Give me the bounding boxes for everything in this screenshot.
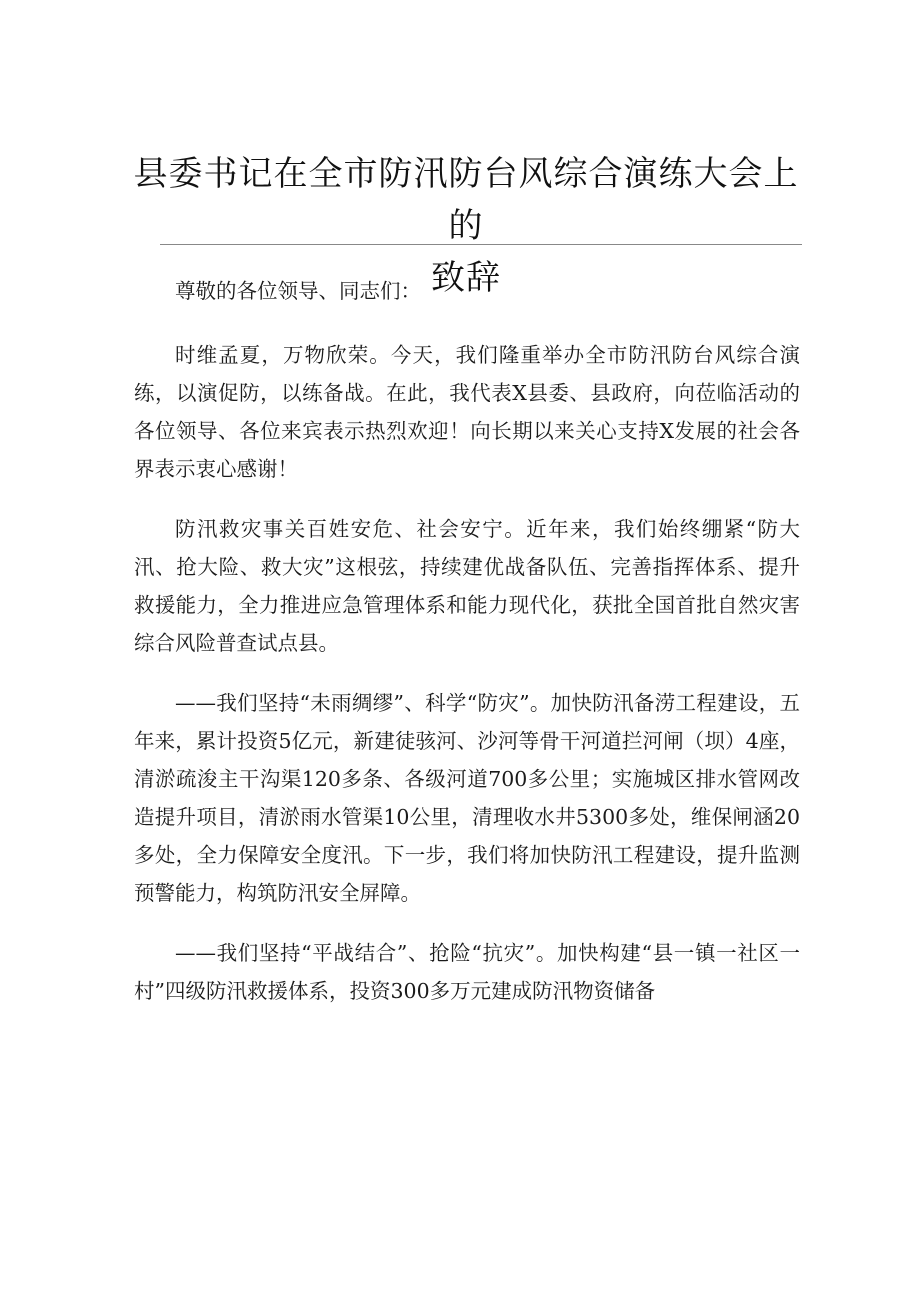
salutation-paragraph: 尊敬的各位领导、同志们： xyxy=(175,279,421,303)
document-body xyxy=(134,272,800,1032)
title-line-1: 县委书记在全市防汛防台风综合演练大会上的 xyxy=(133,154,799,246)
title-divider xyxy=(160,244,802,245)
opening-paragraph: 时维孟夏，万物欣荣。今天，我们隆重举办全市防汛防台风综合演练，以演促防，以练备战。在此，我代表X县委、县政府，向莅临活动的各位领导、各位来宾表示热烈欢迎！向长期以来关心支持X发展的社会各界表示衷心感谢！ xyxy=(134,343,800,481)
disaster-response-paragraph: ——我们坚持“平战结合”、抢险“抗灾”。加快构建“县一镇一社区一村”四级防汛救援体系，投资300多万元建成防汛物资储备 xyxy=(134,941,800,1003)
title-line-2: 致辞 xyxy=(431,258,501,298)
background-paragraph: 防汛救灾事关百姓安危、社会安宁。近年来，我们始终绷紧“防大汛、抢大险、救大灾”这根弦，持续建优战备队伍、完善指挥体系、提升救援能力，全力推进应急管理体系和能力现代化，获批全国首批自然灾害综合风险普查试点县。 xyxy=(134,517,800,655)
disaster-prevention-paragraph: ——我们坚持“未雨绸缪”、科学“防灾”。加快防汛备涝工程建设，五年来，累计投资5亿元，新建徒骇河、沙河等骨干河道拦河闸（坝）4座，清淤疏浚主干沟渠120多条、各级河道700多公里；实施城区排水管网改造提升项目，清淤雨水管渠10公里，清理收水井5300多处，维保闸涵20多处，全力保障安全度汛。下一步，我们将加快防汛工程建设，提升监测预警能力，构筑防汛安全屏障。 xyxy=(134,691,800,905)
